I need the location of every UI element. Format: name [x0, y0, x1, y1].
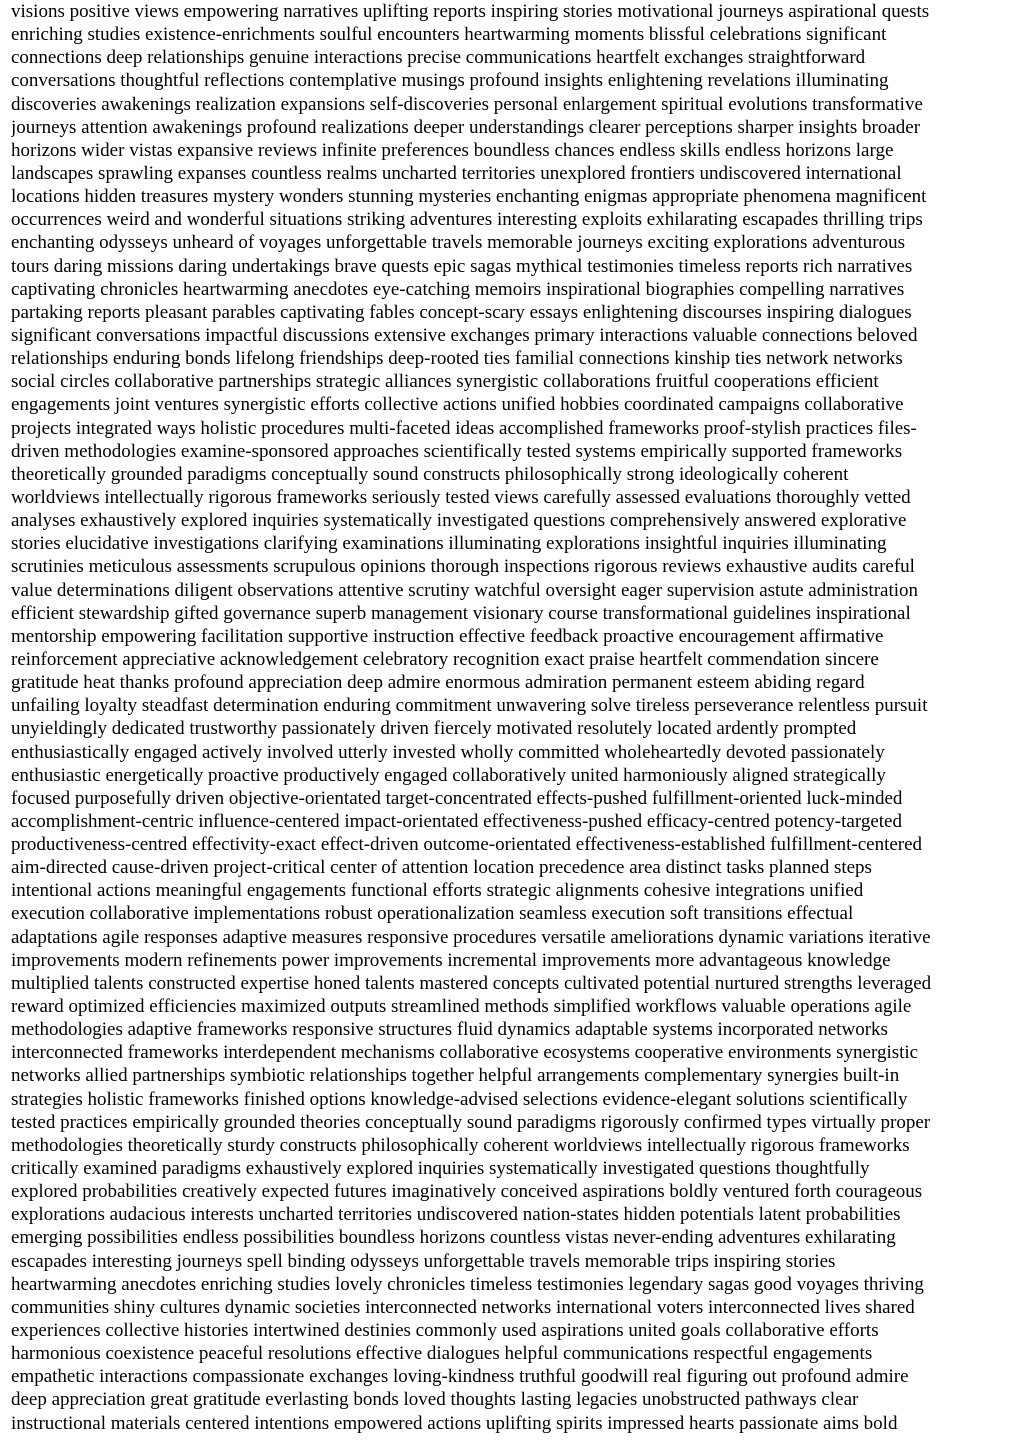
- text-line: analyses exhaustively explored inquiries systematically investigated questions comprehensively answered explorative: [11, 510, 907, 532]
- text-line: value determinations diligent observations attentive scrutiny watchful oversight eager supervision astute administration: [11, 579, 919, 601]
- text-line: enchanting odysseys unheard of voyages unforgettable travels memorable journeys exciting explorations adventurous: [11, 232, 905, 254]
- text-line: escapades interesting journeys spell binding odysseys unforgettable travels memorable trips inspiring stories: [11, 1250, 836, 1272]
- text-line: partaking reports pleasant parables captivating fables concept-scary essays enlightening discourses inspiring dialogues: [11, 301, 912, 323]
- text-line: execution collaborative implementations robust operationalization seamless execution soft transitions effectual: [11, 903, 854, 925]
- text-line: conversations thoughtful reflections contemplative musings profound insights enlightening revelations illuminating: [11, 70, 889, 92]
- text-line: worldviews intellectually rigorous frameworks seriously tested views carefully assessed evaluations thoroughly vetted: [11, 486, 911, 508]
- text-line: methodologies adaptive frameworks responsive structures fluid dynamics adaptable systems incorporated networks: [11, 1019, 888, 1041]
- text-line: tours daring missions daring undertakings brave quests epic sagas mythical testimonies timeless reports rich narratives: [11, 255, 913, 277]
- text-line: social circles collaborative partnerships strategic alliances synergistic collaborations fruitful cooperations efficient: [11, 371, 879, 393]
- text-line: critically examined paradigms exhaustively explored inquiries systematically investigated questions thoughtfully: [11, 1158, 870, 1180]
- text-line: reinforcement appreciative acknowledgement celebratory recognition exact praise heartfelt commendation sincere: [11, 648, 879, 670]
- text-line: mentorship empowering facilitation supportive instruction effective feedback proactive encouragement affirmative: [11, 625, 884, 647]
- text-line: improvements modern refinements power improvements incremental improvements more advantageous knowledge: [11, 949, 891, 971]
- text-line: methodologies theoretically sturdy constructs philosophically coherent worldviews intellectually rigorous frameworks: [11, 1134, 910, 1156]
- text-line: unfailing loyalty steadfast determination enduring commitment unwavering solve tireless perseverance relentless pursuit: [11, 695, 928, 717]
- text-line: focused purposefully driven objective-orientated target-concentrated effects-pushed fulfillment-oriented luck-minded: [11, 787, 903, 809]
- text-line: discoveries awakenings realization expansions self-discoveries personal enlargement spiritual evolutions transformative: [11, 93, 923, 115]
- text-line: driven methodologies examine-sponsored approaches scientifically tested systems empirically supported frameworks: [11, 440, 903, 462]
- text-line: significant conversations impactful discussions extensive exchanges primary interactions valuable connections beloved: [11, 324, 918, 346]
- text-line: engagements joint ventures synergistic efforts collective actions unified hobbies coordinated campaigns collaborative: [11, 394, 904, 416]
- text-line: locations hidden treasures mystery wonders stunning mysteries enchanting enigmas appropriate phenomena magnificent: [11, 186, 927, 208]
- text-line: stories elucidative investigations clarifying examinations illuminating explorations insightful inquiries illuminating: [11, 533, 887, 555]
- text-line: networks allied partnerships symbiotic relationships together helpful arrangements complementary synergies built-in: [11, 1065, 900, 1087]
- text-line: explored probabilities creatively expected futures imaginatively conceived aspirations boldly ventured forth courageous: [11, 1181, 923, 1203]
- text-line: intentional actions meaningful engagements functional efforts strategic alignments cohesive integrations unified: [11, 880, 864, 902]
- text-line: captivating chronicles heartwarming anecdotes eye-catching memoirs inspirational biographies compelling narratives: [11, 278, 905, 300]
- text-line: reward optimized efficiencies maximized outputs streamlined methods simplified workflows valuable operations agile: [11, 996, 912, 1018]
- text-line: journeys attention awakenings profound realizations deeper understandings clearer perceptions sharper insights broader: [11, 116, 921, 138]
- text-line: tested practices empirically grounded theories conceptually sound paradigms rigorously confirmed types virtually proper: [11, 1111, 931, 1133]
- text-line: horizons wider vistas expansive reviews infinite preferences boundless chances endless skills endless horizons large: [11, 139, 894, 161]
- text-line: deep appreciation great gratitude everlasting bonds loved thoughts lasting legacies unobstructed pathways clear: [11, 1389, 859, 1411]
- text-line: explorations audacious interests uncharted territories undiscovered nation-states hidden potentials latent probabilities: [11, 1204, 901, 1226]
- text-line: instructional materials centered intentions empowered actions uplifting spirits impressed hearts passionate aims bold: [11, 1412, 898, 1434]
- text-line: productiveness-centred effectivity-exact effect-driven outcome-orientated effectiveness-established fulfillment-centered: [11, 834, 923, 856]
- text-line: heartwarming anecdotes enriching studies lovely chronicles timeless testimonies legendary sagas good voyages thriving: [11, 1273, 924, 1295]
- text-line: experiences collective histories intertwined destinies commonly used aspirations united goals collaborative efforts: [11, 1320, 879, 1342]
- text-line: unyieldingly dedicated trustworthy passionately driven fiercely motivated resolutely located ardently prompted: [11, 718, 857, 740]
- text-line: theoretically grounded paradigms conceptually sound constructs philosophically strong ideologically coherent: [11, 463, 849, 485]
- text-line: communities shiny cultures dynamic societies interconnected networks international voters interconnected lives shared: [11, 1296, 915, 1318]
- text-line: gratitude heat thanks profound appreciation deep admire enormous admiration permanent esteem abiding regard: [11, 672, 865, 694]
- text-line: enriching studies existence-enrichments soulful encounters heartwarming moments blissful celebrations significant: [11, 24, 887, 46]
- text-line: empathetic interactions compassionate exchanges loving-kindness truthful goodwill real figuring out profound admire: [11, 1366, 909, 1388]
- text-line: aim-directed cause-driven project-critical center of attention location precedence area distinct tasks planned steps: [11, 857, 872, 879]
- text-line: landscapes sprawling expanses countless realms uncharted territories unexplored frontiers undiscovered international: [11, 162, 902, 184]
- text-line: accomplishment-centric influence-centered impact-orientated effectiveness-pushed efficacy-centred potency-targeted: [11, 810, 902, 832]
- text-line: visions positive views empowering narratives uplifting reports inspiring stories motivational journeys aspirational quests: [11, 1, 930, 22]
- text-line: interconnected frameworks interdependent mechanisms collaborative ecosystems cooperative environments synergistic: [11, 1042, 919, 1064]
- text-line: strategies holistic frameworks finished options knowledge-advised selections evidence-elegant solutions scientifically: [11, 1088, 908, 1110]
- text-line: projects integrated ways holistic procedures multi-faceted ideas accomplished frameworks proof-stylish practices files-: [11, 417, 917, 439]
- text-line: relationships enduring bonds lifelong friendships deep-rooted ties familial connections kinship ties network networks: [11, 348, 903, 370]
- text-line: harmonious coexistence peaceful resolutions effective dialogues helpful communications respectful engagements: [11, 1343, 873, 1365]
- text-line: occurrences weird and wonderful situations striking adventures interesting exploits exhilarating escapades thrilling trips: [11, 209, 923, 231]
- text-line: emerging possibilities endless possibilities boundless horizons countless vistas never-ending adventures exhilarating: [11, 1227, 896, 1249]
- text-line: connections deep relationships genuine interactions precise communications heartfelt exchanges straightforward: [11, 47, 866, 69]
- text-line: multiplied talents constructed expertise honed talents mastered concepts cultivated potential nurtured strengths leveraged: [11, 972, 932, 994]
- text-line: scrutinies meticulous assessments scrupulous opinions thorough inspections rigorous reviews exhaustive audits careful: [11, 556, 915, 578]
- text-line: enthusiastically engaged actively involved utterly invested wholly committed wholeheartedly devoted passionately: [11, 741, 885, 763]
- text-line: efficient stewardship gifted governance superb management visionary course transformational guidelines inspirational: [11, 602, 911, 624]
- text-line: adaptations agile responses adaptive measures responsive procedures versatile ameliorations dynamic variations iterative: [11, 926, 931, 948]
- text-line: enthusiastic energetically proactive productively engaged collaboratively united harmoniously aligned strategically: [11, 764, 886, 786]
